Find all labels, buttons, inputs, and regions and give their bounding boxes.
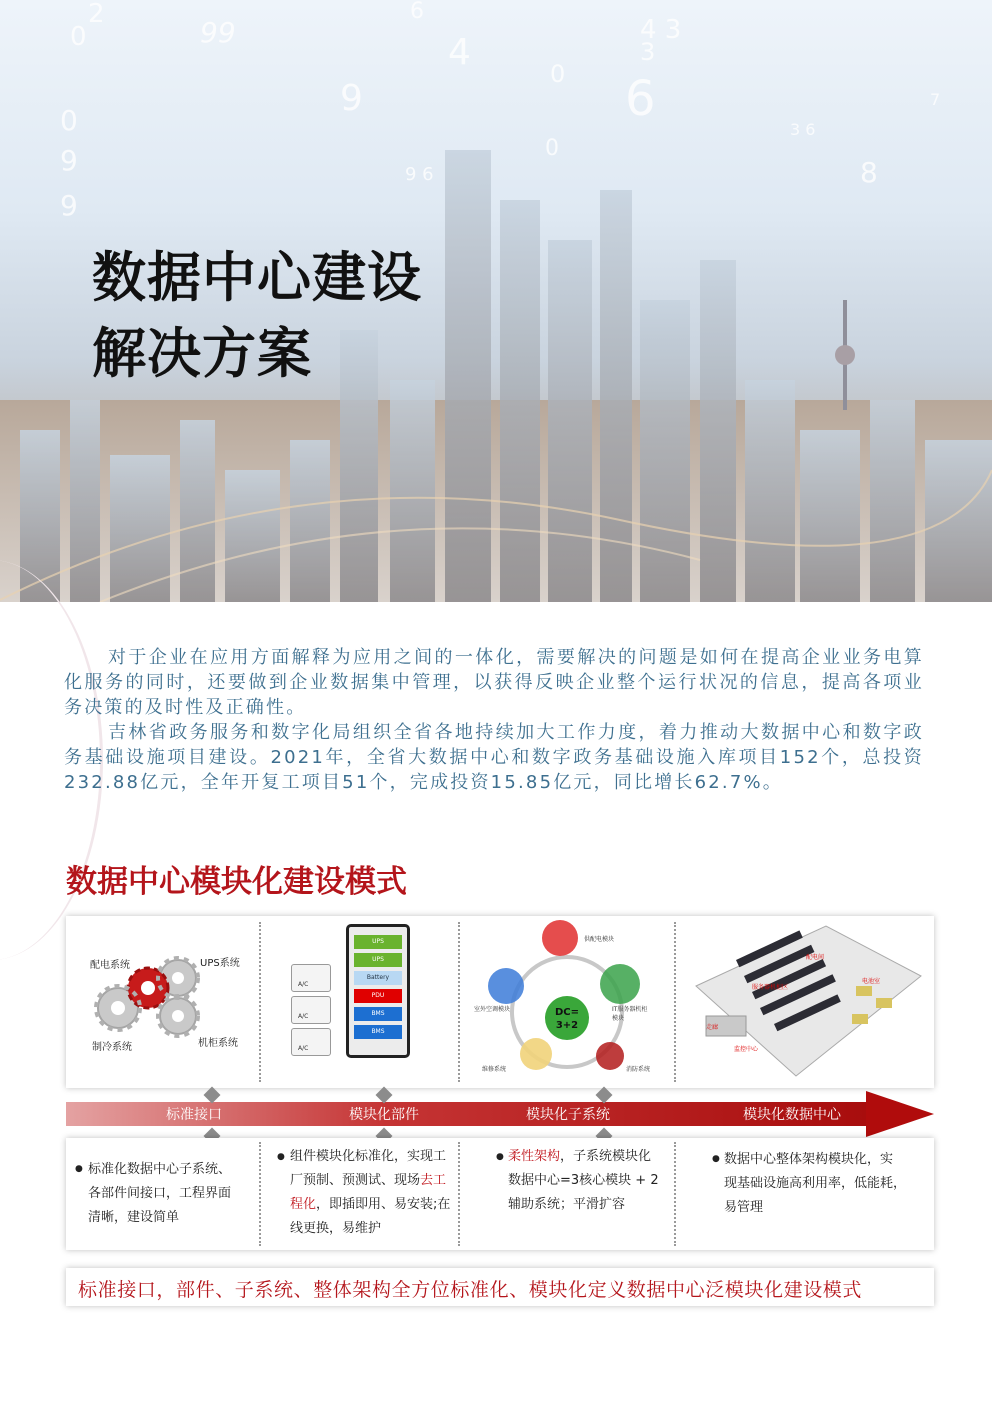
fire-system-label: 消防系统 — [626, 1066, 651, 1073]
gear-label-ups: UPS系统 — [200, 958, 240, 969]
components-illustration — [261, 916, 458, 1088]
ac-unit-icon — [291, 1028, 331, 1056]
dc-label: 走廊 — [706, 1024, 719, 1031]
arrow-head-icon — [866, 1091, 934, 1137]
ups-stack-item: Battery — [354, 971, 402, 985]
intro-paragraph-1: 对于企业在应用方面解释为应用之间的一体化，需要解决的问题是如何在提高企业业务电算化服务的同时，还要做到企业数据集中管理，以获得反映企业整个运行状况的信息，提高各项业务决策的及时性及正确性。 — [64, 647, 924, 718]
dc-label: 服务器机柜区 — [752, 984, 789, 991]
title-line-1: 数据中心建设 — [92, 246, 422, 309]
desc-line: 清晰，建设简单 — [88, 1210, 180, 1225]
desc-line: 数据中心整体架构模块化，实 — [724, 1152, 894, 1167]
ac-label: A/C — [298, 1013, 309, 1020]
svg-text:2: 2 — [88, 0, 105, 29]
connector-diamond-icon — [596, 1087, 613, 1104]
svg-text:9 6: 9 6 — [405, 164, 434, 185]
ups-stack-item: UPS — [354, 953, 402, 967]
svg-text:3 6: 3 6 — [790, 120, 816, 139]
repair-icon — [520, 1038, 552, 1070]
svg-text:7: 7 — [930, 90, 941, 109]
svg-text:9: 9 — [60, 144, 78, 177]
stage-label-2: 模块化部件 — [349, 1107, 419, 1123]
summary-text: 标准接口，部件、子系统、整体架构全方位标准化、模块化定义数据中心泛模块化建设模式 — [78, 1279, 863, 1301]
description-standard-interface — [88, 1158, 256, 1230]
ac-unit-icon — [291, 964, 331, 992]
ups-stack-item: BMS — [354, 1007, 402, 1021]
ups-stack-item: BMS — [354, 1025, 402, 1039]
desc-line — [290, 1193, 458, 1217]
dc-label: 配电间 — [806, 954, 825, 961]
dc-label: 监控中心 — [734, 1046, 759, 1053]
module-illustration-panel — [66, 916, 934, 1088]
subsystem-diagram — [460, 916, 674, 1088]
desc-text: 厂预制、预测试、现场 — [290, 1173, 421, 1188]
title-line-2: 解决方案 — [92, 322, 312, 385]
description-panel — [66, 1138, 934, 1250]
desc-line: 标准化数据中心子系统、 — [88, 1162, 232, 1177]
bullet-icon: ● — [75, 1164, 83, 1174]
divider — [259, 1142, 261, 1246]
gear-label-cooling: 制冷系统 — [92, 1042, 132, 1053]
desc-line — [508, 1145, 676, 1169]
desc-line: 线更换，易维护 — [290, 1221, 382, 1236]
svg-text:3: 3 — [640, 38, 656, 66]
repair-system-label: 维修系统 — [482, 1066, 507, 1073]
svg-text:4 3: 4 3 — [640, 15, 682, 45]
dc-label: 电池室 — [862, 978, 881, 985]
hero-banner — [0, 0, 992, 602]
summary-banner — [66, 1268, 934, 1306]
desc-line: 组件模块化标准化，实现工 — [290, 1149, 447, 1164]
divider — [458, 1142, 460, 1246]
bullet-icon: ● — [712, 1154, 720, 1164]
stage-label-4: 模块化数据中心 — [743, 1107, 841, 1123]
power-plug-icon — [542, 920, 578, 956]
ups-stack-item: UPS — [354, 935, 402, 949]
connector-diamond-icon — [376, 1087, 393, 1104]
desc-line: 数据中心=3核心模块 + 2 — [508, 1173, 659, 1188]
gear-label-cabinet: 机柜系统 — [198, 1038, 238, 1049]
desc-text: ，即插即用、易安装;在 — [316, 1197, 451, 1212]
desc-line — [290, 1169, 458, 1193]
fire-extinguisher-icon — [596, 1042, 624, 1070]
dc-formula-label: DC= 3+2 — [554, 1007, 580, 1031]
description-modular-datacenter — [724, 1148, 924, 1220]
stage-label-3: 模块化子系统 — [526, 1107, 610, 1123]
intro-paragraph-2: 吉林省政务服务和数字化局组织全省各地持续加大工作力度，着力推动大数据中心和数字政务基础设施项目建设。2021年，全省大数据中心和数字政务基础设施入库项目152个，总投资232.88亿元，全年开复工项目51个，完成投资15.85亿元，同比增长62.7%。 — [64, 722, 924, 793]
ac-label: A/C — [298, 1045, 309, 1052]
svg-text:4: 4 — [448, 32, 471, 73]
svg-text:8: 8 — [860, 156, 878, 189]
server-rack-icon — [600, 964, 640, 1004]
ups-stack-item: PDU — [354, 989, 402, 1003]
svg-text:9: 9 — [340, 78, 363, 119]
svg-text:6: 6 — [410, 0, 424, 24]
ac-unit-icon — [291, 996, 331, 1024]
intro-text — [64, 645, 924, 795]
highlight-text: 柔性架构 — [508, 1149, 561, 1164]
bullet-icon: ● — [496, 1152, 504, 1162]
bullet-icon: ● — [277, 1152, 285, 1162]
desc-line: 易管理 — [724, 1200, 764, 1215]
desc-line: 各部件间接口，工程界面 — [88, 1186, 232, 1201]
ac-label: A/C — [298, 981, 309, 988]
description-modular-components — [290, 1145, 458, 1241]
gears-illustration — [66, 916, 259, 1088]
cooling-module-label: 室外空调模块 — [474, 1006, 511, 1013]
svg-text:6: 6 — [625, 71, 656, 127]
svg-text:0: 0 — [550, 60, 566, 88]
svg-text:0: 0 — [70, 22, 87, 52]
gear-icon — [66, 916, 259, 1088]
stage-label-1: 标准接口 — [166, 1107, 222, 1123]
cooling-icon — [488, 968, 524, 1004]
ups-cabinet — [346, 924, 410, 1058]
highlight-text: 程化 — [290, 1197, 317, 1212]
svg-text:0: 0 — [545, 136, 559, 161]
highlight-text: 去工 — [420, 1173, 447, 1188]
section-title: 数据中心模块化建设模式 — [66, 864, 407, 900]
gear-label-power: 配电系统 — [90, 960, 130, 971]
datacenter-floor-icon — [676, 916, 934, 1088]
subsystem-illustration — [460, 916, 674, 1088]
it-module-label: IT服务器机柜模块 — [612, 1006, 648, 1022]
power-module-label: 供配电模块 — [584, 936, 615, 943]
svg-text:0: 0 — [60, 104, 78, 137]
page-title — [92, 240, 422, 392]
description-modular-subsystem — [508, 1145, 676, 1217]
svg-text:99: 99 — [200, 16, 236, 49]
desc-line: 现基础设施高利用率，低能耗， — [724, 1176, 907, 1191]
datacenter-illustration — [676, 916, 934, 1088]
svg-text:9: 9 — [60, 189, 78, 222]
desc-text: ，子系统模块化 — [560, 1149, 652, 1164]
connector-diamond-icon — [204, 1087, 221, 1104]
desc-line: 辅助系统；平滑扩容 — [508, 1197, 626, 1212]
